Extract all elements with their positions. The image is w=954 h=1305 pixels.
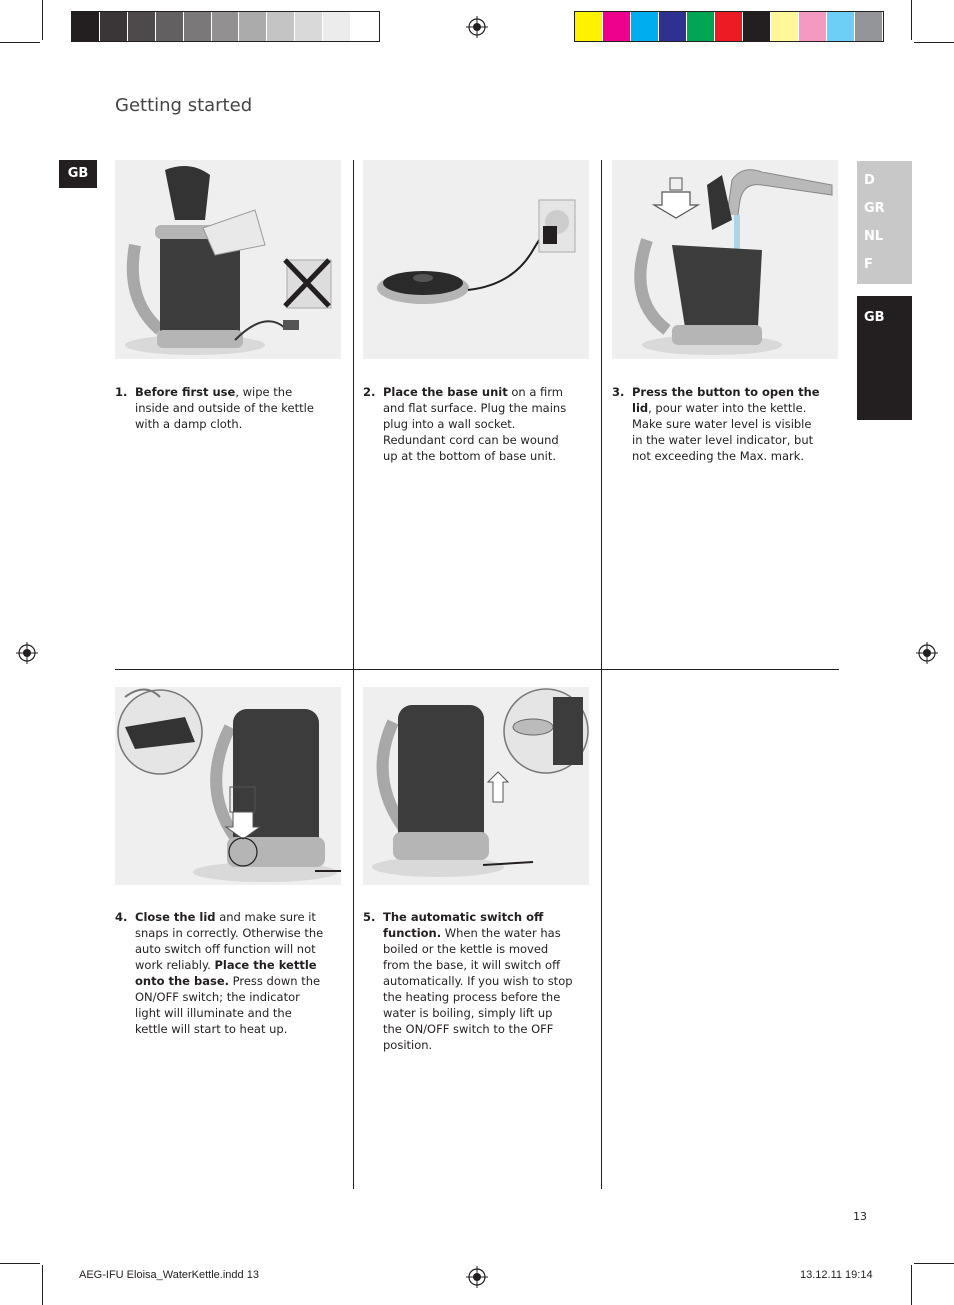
color-swatch (72, 12, 99, 41)
crop-mark (914, 1263, 954, 1264)
footer-file-info: AEG-IFU Eloisa_WaterKettle.indd 13 (79, 1269, 259, 1281)
column-divider (353, 160, 354, 1189)
step-title: Press the button to open the lid (632, 385, 820, 415)
registration-mark-icon (466, 1266, 488, 1288)
step-title: Close the lid (135, 910, 216, 924)
color-swatch (156, 12, 183, 41)
registration-mark-icon (466, 16, 488, 38)
color-swatch (687, 12, 714, 41)
color-swatch (351, 12, 378, 41)
crop-mark (42, 1265, 43, 1305)
language-tab-gb: GB (59, 160, 97, 188)
step-number: 4. (115, 910, 128, 924)
language-tab-nl: NL (864, 229, 884, 244)
step-text: When the water has boiled or the kettle is moved from the base, it will switch off automatically. If you wish to stop the heating process before the water is boiling, simply lift up the ON/OFF switch to the OFF position. (383, 926, 573, 1052)
language-tab-f: F (864, 257, 873, 272)
color-swatch (295, 12, 322, 41)
step-text-2: Press down the ON/OFF switch; the indicator light will illuminate and the kettle will start to heat up. (135, 974, 321, 1036)
step-text: and make sure it snaps in correctly. Otherwise the auto switch off function will not work reliably. (135, 910, 324, 972)
step-text: on a firm and flat surface. Plug the mains plug into a wall socket. Redundant cord can be wound up at the bottom of base unit. (383, 385, 567, 463)
row-divider (115, 669, 839, 670)
step-title-2: Place the kettle onto the base. (135, 958, 317, 988)
step-2 (363, 384, 573, 464)
illustration-close-lid (115, 687, 341, 885)
crop-mark (911, 0, 912, 40)
color-swatch (212, 12, 239, 41)
registration-mark-icon (916, 642, 938, 664)
step-title: Before first use (135, 385, 236, 399)
step-5 (363, 909, 573, 1053)
step-text: , wipe the inside and outside of the kettle with a damp cloth. (135, 385, 314, 431)
crop-mark (0, 1263, 40, 1264)
step-number: 5. (363, 910, 376, 924)
language-tab-gr: GR (864, 201, 885, 216)
color-swatch (239, 12, 266, 41)
crop-mark (0, 42, 40, 43)
crop-mark (914, 42, 954, 43)
crop-mark (42, 0, 43, 40)
step-1 (115, 384, 325, 432)
color-swatch (100, 12, 127, 41)
illustration-base-unit (363, 160, 589, 359)
step-number: 2. (363, 385, 376, 399)
color-swatch (128, 12, 155, 41)
step-number: 3. (612, 385, 625, 399)
color-swatch (267, 12, 294, 41)
language-tab-active-label: GB (864, 310, 885, 325)
color-swatch (743, 12, 770, 41)
illustration-fill-kettle (612, 160, 838, 359)
color-swatch (771, 12, 798, 41)
illustration-auto-switch-off (363, 687, 589, 885)
step-3 (612, 384, 822, 464)
page-number: 13 (853, 1210, 867, 1223)
color-swatch (184, 12, 211, 41)
color-swatch (603, 12, 630, 41)
color-swatch (631, 12, 658, 41)
color-swatch (855, 12, 882, 41)
color-swatch (659, 12, 686, 41)
registration-mark-icon (16, 642, 38, 664)
step-4 (115, 909, 325, 1037)
color-swatch (575, 12, 602, 41)
language-tab-d: D (864, 173, 875, 188)
step-text: , pour water into the kettle. Make sure water level is visible in the water level indicator, but not exceeding the Max. mark. (632, 401, 814, 463)
color-swatch (715, 12, 742, 41)
color-swatch (799, 12, 826, 41)
footer-date: 13.12.11 19:14 (800, 1269, 873, 1281)
color-swatch (827, 12, 854, 41)
color-swatch (323, 12, 350, 41)
step-number: 1. (115, 385, 128, 399)
page-title: Getting started (115, 95, 253, 116)
step-title: Place the base unit (383, 385, 508, 399)
illustration-wipe-kettle (115, 160, 341, 359)
language-tab-active (857, 296, 912, 420)
column-divider (601, 160, 602, 1189)
language-tab-list (857, 161, 912, 284)
crop-mark (911, 1265, 912, 1305)
step-title: The automatic switch off function. (383, 910, 544, 940)
